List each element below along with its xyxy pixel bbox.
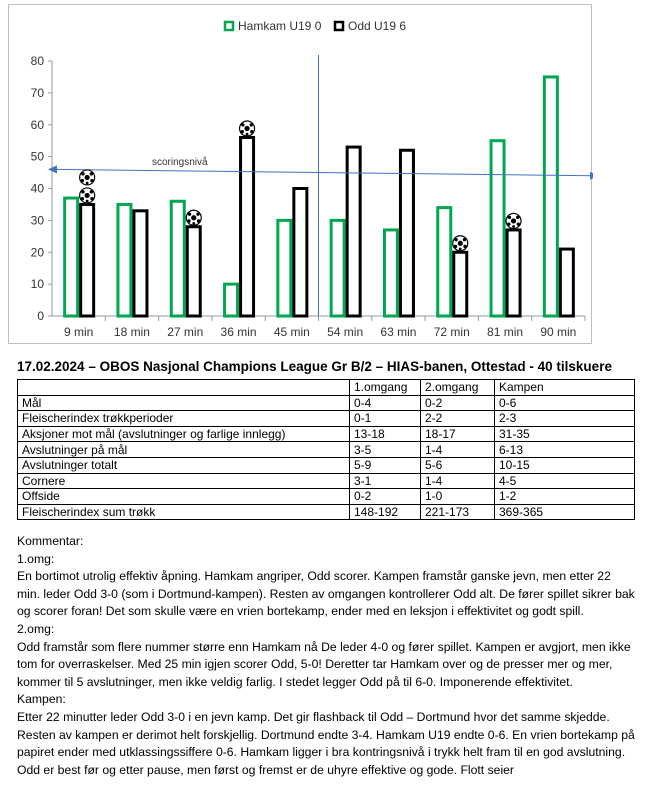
legend-swatch: [225, 22, 233, 30]
y-tick-label: 10: [30, 277, 44, 292]
x-tick-label: 36 min: [220, 325, 257, 339]
y-tick-label: 20: [30, 245, 44, 260]
match-label: Kampen:: [17, 692, 66, 707]
table-cell: 3-1: [350, 473, 421, 489]
table-cell: 4-5: [495, 473, 635, 489]
table-cell: 3-5: [350, 442, 421, 458]
bar-hamkam: [544, 77, 557, 316]
row-label: Aksjoner mot mål (avslutninger og farlige innlegg): [18, 426, 350, 442]
bar-chart: [9, 5, 593, 345]
goal-ball-icon: [80, 188, 95, 203]
legend-swatch: [335, 22, 343, 30]
table-header-cell: Kampen: [495, 380, 635, 396]
table-cell: 0-4: [350, 395, 421, 411]
bar-hamkam: [171, 201, 184, 316]
first-half-label: 1.omg:: [17, 551, 55, 566]
y-tick-label: 70: [30, 85, 44, 100]
x-tick-label: 27 min: [167, 325, 204, 339]
table-row: [18, 473, 635, 489]
y-tick-label: 50: [30, 149, 44, 164]
table-cell: 1-4: [421, 442, 495, 458]
x-tick-label: 63 min: [380, 325, 417, 339]
table-cell: 0-6: [495, 395, 635, 411]
table-cell: 31-35: [495, 426, 635, 442]
stats-table: [17, 379, 635, 520]
bar-hamkam: [225, 284, 238, 316]
bar-odd: [294, 189, 307, 317]
row-label: Mål: [18, 395, 350, 411]
table-row: [18, 504, 635, 520]
scoring-level-label: scoringsnivå: [152, 157, 208, 168]
y-tick-label: 60: [30, 117, 44, 132]
row-label: Avslutninger på mål: [18, 442, 350, 458]
scoring-level-line: [56, 169, 593, 175]
table-cell: 13-18: [350, 426, 421, 442]
table-cell: 1-4: [421, 473, 495, 489]
table-cell: 369-365: [495, 504, 635, 520]
bar-odd: [507, 230, 520, 316]
match-title: 17.02.2024 – OBOS Nasjonal Champions League Gr B/2 – HIAS-banen, Ottestad - 40 tilskuere: [17, 359, 612, 374]
table-cell: 221-173: [421, 504, 495, 520]
comments-heading: Kommentar:: [17, 534, 84, 548]
table-cell: 5-9: [350, 457, 421, 473]
scoring-line-arrow-right: [590, 172, 593, 180]
row-label: Fleischerindex sum trøkk: [18, 504, 350, 520]
bar-odd: [81, 204, 94, 316]
goal-ball-icon: [186, 210, 201, 225]
row-label: Cornere: [18, 473, 350, 489]
x-tick-label: 45 min: [273, 325, 310, 339]
table-cell: 0-2: [421, 395, 495, 411]
table-cell: 6-13: [495, 442, 635, 458]
y-tick-label: 30: [30, 213, 44, 228]
bar-odd: [241, 138, 254, 317]
chart-container: [8, 4, 592, 344]
bar-hamkam: [65, 198, 78, 316]
table-row: [18, 411, 635, 427]
table-header-cell: 2.omgang: [421, 380, 495, 396]
table-cell: 18-17: [421, 426, 495, 442]
bar-hamkam: [278, 220, 291, 316]
table-header-row: [18, 380, 635, 396]
bar-odd: [134, 211, 147, 316]
bar-odd: [400, 150, 413, 316]
bar-hamkam: [118, 204, 131, 316]
table-cell: 10-15: [495, 457, 635, 473]
bar-odd: [454, 252, 467, 316]
x-tick-label: 90 min: [540, 325, 577, 339]
bar-hamkam: [491, 141, 504, 316]
x-tick-label: 9 min: [63, 325, 94, 339]
first-half-text: En bortimot utrolig effektiv åpning. Hamkam angriper, Odd scorer. Kampen framstår ganske jevn, men etter 22 min. leder Odd 3-0 (som i Dortmund-kampen). Resten av omgangen kontrollerer Odd alt. De fører spillet sikrer bak og scorer foran! Det som skulle være en vrien bortekamp, ender med en leksjon i effektivitet og godt spill.: [17, 569, 635, 619]
table-row: [18, 489, 635, 505]
row-label: Avslutninger totalt: [18, 457, 350, 473]
table-row: [18, 395, 635, 411]
legend-label: Odd U19 6: [348, 19, 407, 33]
table-header-cell: [18, 380, 350, 396]
goal-ball-icon: [506, 213, 521, 228]
row-label: Offside: [18, 489, 350, 505]
x-tick-label: 72 min: [433, 325, 470, 339]
bar-hamkam: [384, 230, 397, 316]
bar-hamkam: [438, 208, 451, 316]
x-tick-label: 18 min: [113, 325, 150, 339]
goal-ball-icon: [240, 121, 255, 136]
bar-odd: [187, 227, 200, 316]
x-tick-label: 81 min: [487, 325, 524, 339]
bar-odd: [560, 249, 573, 316]
goal-ball-icon: [80, 170, 95, 185]
goal-ball-icon: [453, 236, 468, 251]
table-row: [18, 457, 635, 473]
match-text: Etter 22 minutter leder Odd 3-0 i en jevn kamp. Det gir flashback til Odd – Dortmund hvor det samme skjedde. Resten av kampen er derimot helt forskjellig. Dortmund endte 3-4. Hamkam U19 endte 0-6. En vrien bortekamp på papiret ender med utklassingssiffere 0-6. Hamkam ligger i bra kontringsnivå i trykk helt fram til en god avslutning. Odd er best før og etter pause, men først og fremst er de uhyre effektive og gode. Flott seier: [17, 709, 635, 777]
second-half-text: Odd framstår som flere nummer større enn Hamkam nå De leder 4-0 og fører spillet. Kampen er avgjort, men ikke tom for overraskelser. Med 25 min igjen scorer Odd, 5-0! Deretter tar Hamkam over og de presser mer og mer, kommer til 5 avslutninger, men ikke veldig farlig. I stedet legger Odd på til 6-0. Imponerende effektivitet.: [17, 639, 631, 689]
table-header-cell: 1.omgang: [350, 380, 421, 396]
second-half-label: 2.omg:: [17, 621, 55, 636]
table-cell: 148-192: [350, 504, 421, 520]
y-tick-label: 0: [37, 309, 44, 323]
table-cell: 0-1: [350, 411, 421, 427]
table-cell: 0-2: [350, 489, 421, 505]
bar-hamkam: [331, 220, 344, 316]
table-cell: 1-0: [421, 489, 495, 505]
table-cell: 5-6: [421, 457, 495, 473]
x-tick-label: 54 min: [327, 325, 364, 339]
legend-label: Hamkam U19 0: [238, 19, 322, 33]
table-cell: 2-3: [495, 411, 635, 427]
table-row: [18, 426, 635, 442]
y-tick-label: 80: [30, 54, 44, 68]
table-cell: 2-2: [421, 411, 495, 427]
table-cell: 1-2: [495, 489, 635, 505]
comments-section: [17, 533, 635, 779]
row-label: Fleischerindex trøkkperioder: [18, 411, 350, 427]
y-tick-label: 40: [30, 181, 44, 196]
table-row: [18, 442, 635, 458]
